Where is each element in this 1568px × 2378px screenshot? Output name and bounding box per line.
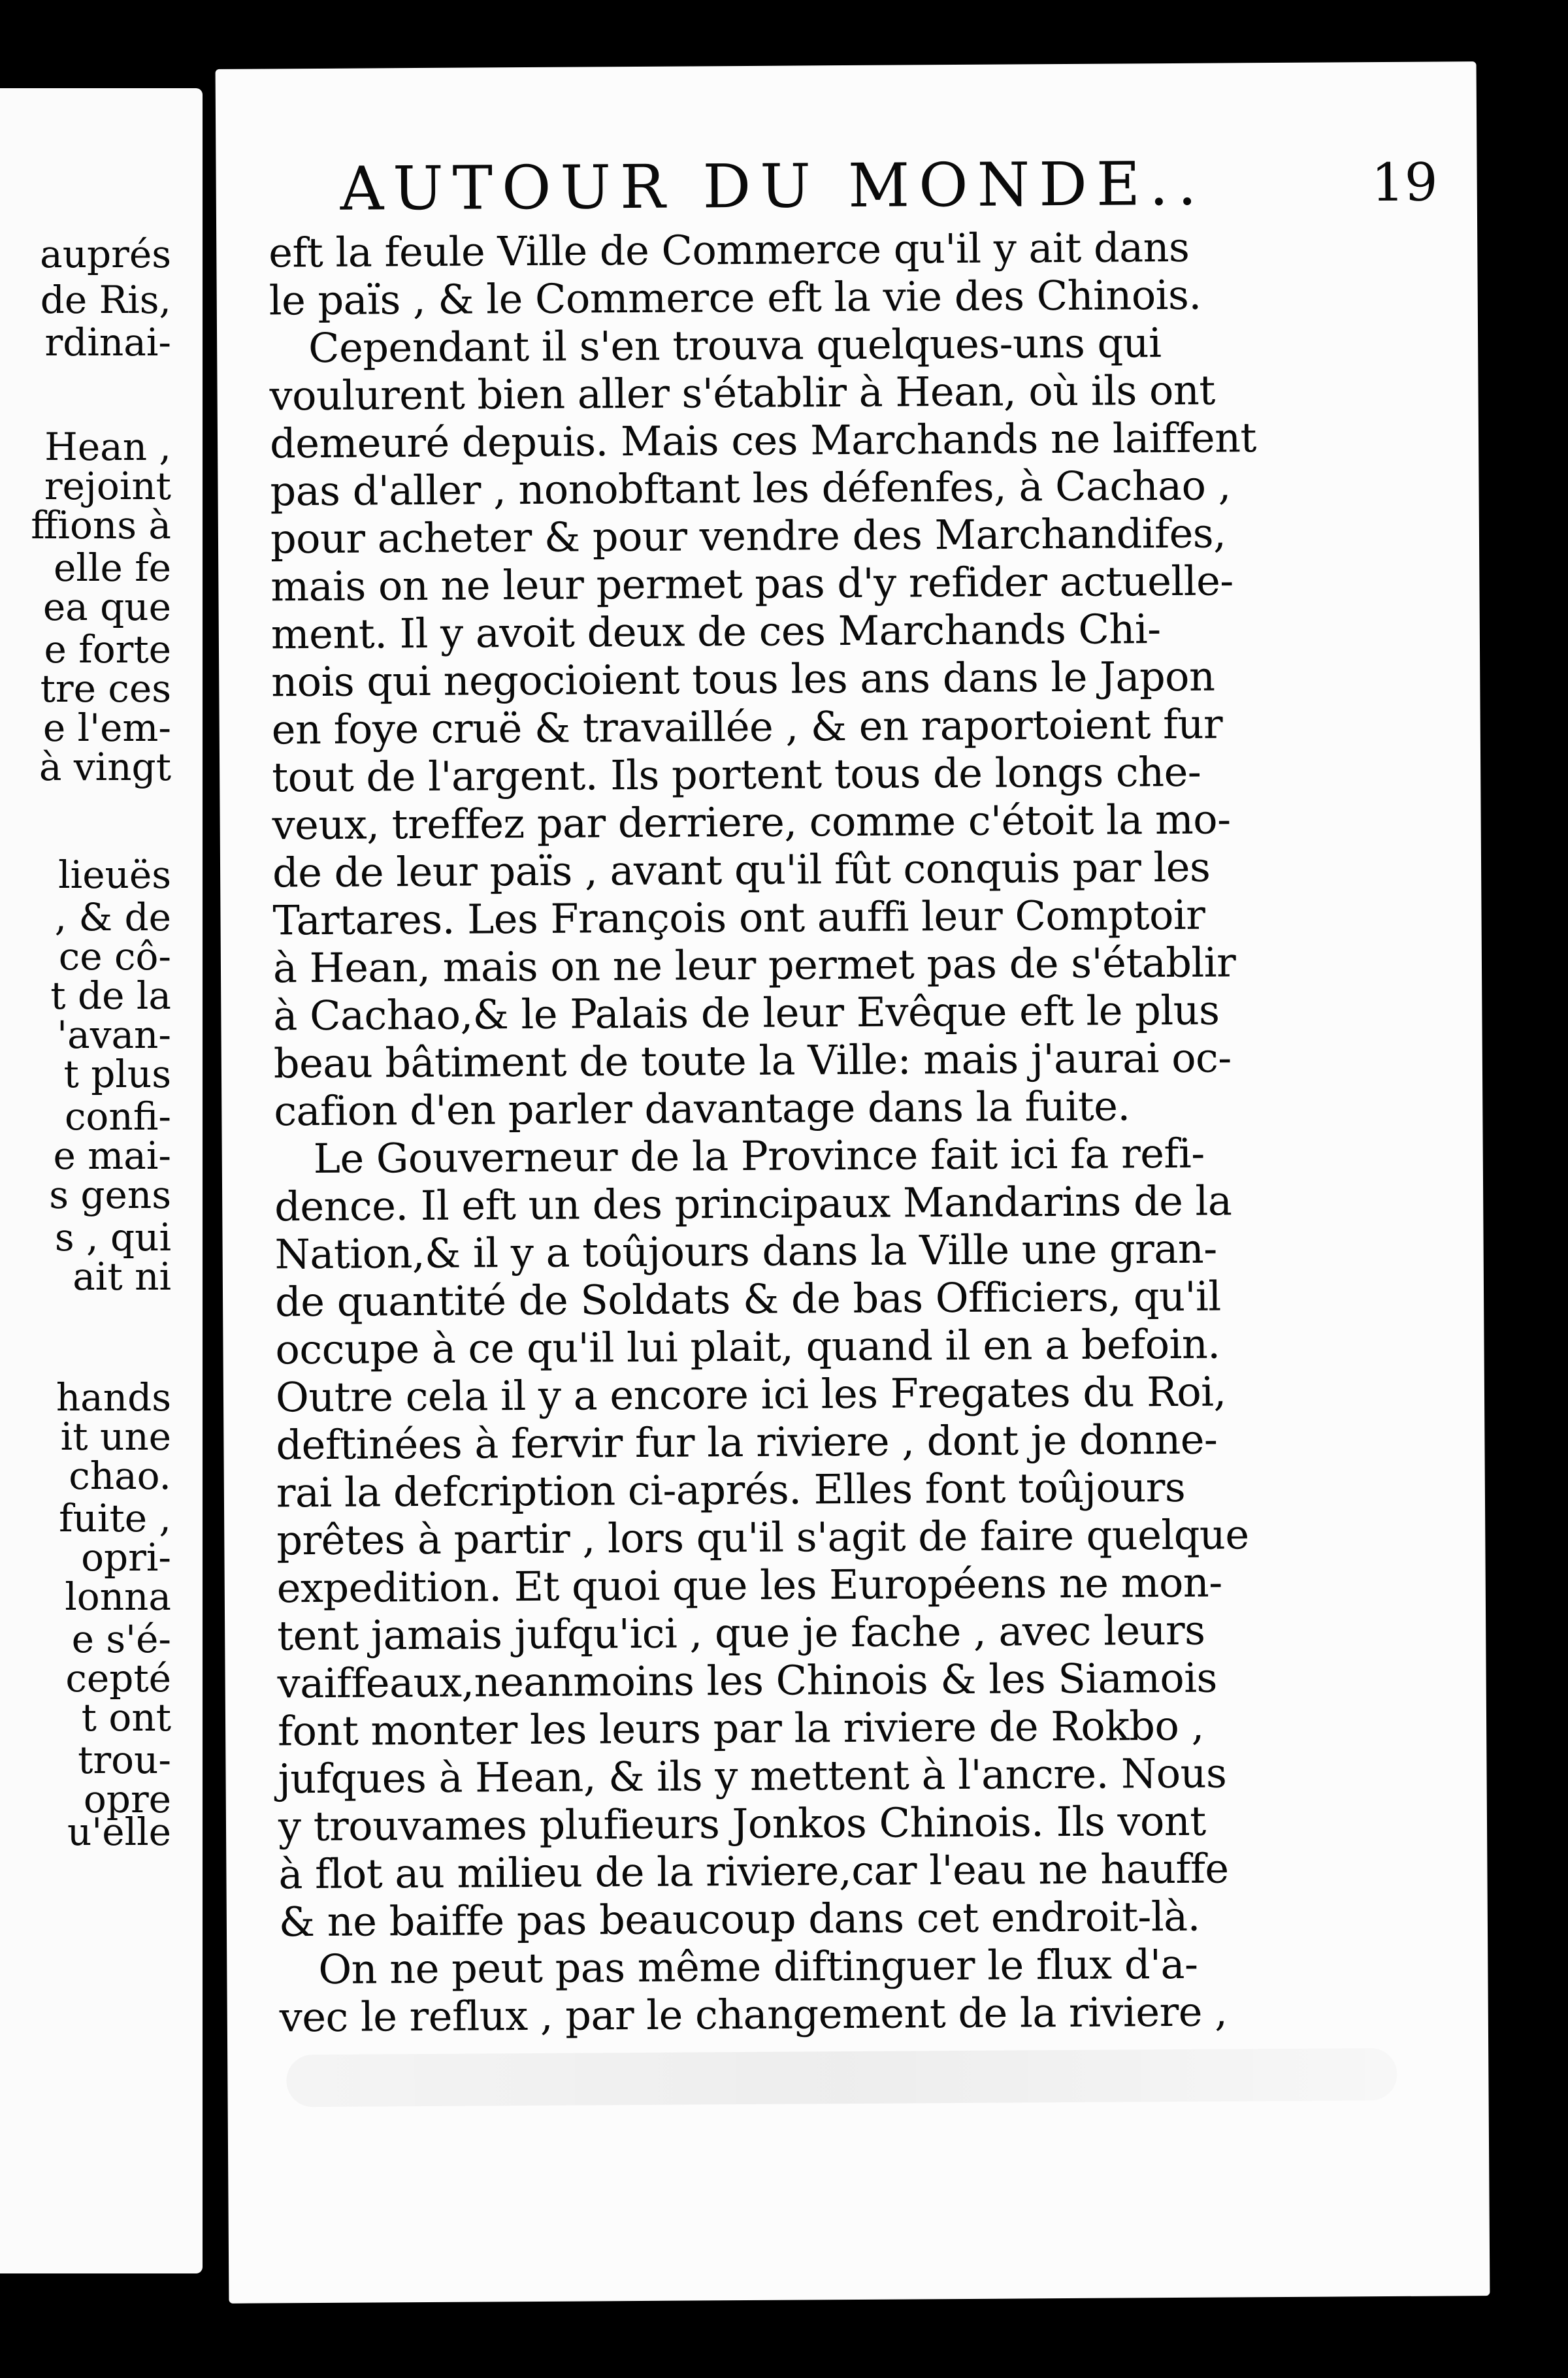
left-page-edge: [0, 88, 203, 2273]
left-page-fragment: tre ces: [40, 666, 171, 711]
left-page-fragment: lieuës: [58, 853, 171, 897]
text-line: font monter les leurs par la riviere de Rokbo ,: [277, 1701, 1204, 1755]
text-line: rai la defcription ci-aprés. Elles font toûjours: [276, 1463, 1186, 1517]
text-line: Nation,& il y a toûjours dans la Ville une gran-: [274, 1224, 1217, 1279]
text-line: expedition. Et quoi que les Européens ne mon-: [276, 1558, 1222, 1612]
left-page-fragment: e l'em-: [42, 706, 171, 750]
right-page: [216, 61, 1490, 2304]
left-page-fragment: fuite ,: [59, 1496, 171, 1540]
left-page-fragment: it une: [60, 1414, 171, 1459]
left-page-fragment: e s'é-: [71, 1617, 171, 1661]
running-title: AUTOUR DU MONDE..: [340, 148, 1206, 224]
text-line: prêtes à partir , lors qu'il s'agit de faire quelque: [276, 1510, 1249, 1565]
left-page-fragment: t de la: [50, 973, 171, 1018]
text-line: & ne baiffe pas beaucoup dans cet endroit-là.: [278, 1892, 1201, 1946]
left-page-fragment: s gens: [49, 1173, 171, 1217]
left-page-fragment: t ont: [81, 1695, 171, 1740]
left-page-fragment: ait ni: [73, 1254, 171, 1299]
left-page-fragment: rdinai-: [44, 320, 171, 365]
left-page-fragment: lonna: [65, 1574, 171, 1619]
text-line: pas d'aller , nonobftant les défenfes, à Cachao ,: [270, 461, 1232, 515]
left-page-fragment: opre: [83, 1777, 171, 1821]
text-line: eft la feule Ville de Commerce qu'il y ait dans: [269, 223, 1190, 277]
text-line: jufques à Hean, & ils y mettent à l'ancre. Nous: [278, 1749, 1227, 1803]
left-page-fragment: chao.: [69, 1454, 171, 1498]
text-line: beau bâtiment de toute la Ville: mais j'aurai oc-: [273, 1034, 1232, 1088]
left-page-fragment: ce cô-: [58, 934, 171, 979]
left-page-fragment: auprés: [40, 232, 171, 276]
text-line: On ne peut pas même diftinguer le flux d'a-: [318, 1940, 1198, 1994]
left-page-fragment: trou-: [78, 1738, 171, 1782]
text-line: nois qui negocioient tous les ans dans le Japon: [271, 652, 1215, 706]
text-line: Tartares. Les François ont auffi leur Comptoir: [272, 890, 1205, 945]
page-number: 19: [1371, 152, 1438, 214]
left-page-fragment: ea que: [42, 585, 171, 629]
text-line: dence. Il eft un des principaux Mandarins de la: [274, 1177, 1232, 1231]
text-line: Le Gouverneur de la Province fait ici fa refi-: [313, 1129, 1205, 1183]
text-line: à Hean, mais on ne leur permet pas de s'établir: [272, 938, 1236, 992]
text-line: vaiffeaux,neanmoins les Chinois & les Siamois: [277, 1653, 1218, 1708]
left-page-fragment: elle fe: [54, 546, 171, 590]
text-line: de de leur païs , avant qu'il fût conquis par les: [272, 843, 1211, 897]
left-page-fragment: s , qui: [54, 1215, 171, 1260]
text-line: en foye cruë & travaillée , & en raportoient fur: [271, 700, 1223, 754]
left-page-fragment: e forte: [44, 627, 171, 672]
text-line: de quantité de Soldats & de bas Officiers, qu'il: [274, 1272, 1221, 1326]
text-line: tent jamais jufqu'ici , que je fache , avec leurs: [276, 1606, 1205, 1660]
body-text: [269, 223, 1338, 2042]
text-line: Cependant il s'en trouva quelques-uns qui: [308, 319, 1162, 372]
left-page-fragment: ffions à: [31, 503, 171, 547]
left-page-fragment: hands: [56, 1375, 171, 1420]
left-page-fragment: de Ris,: [40, 278, 171, 322]
text-line: occupe à ce qu'il lui plait, quand il en a befoin.: [275, 1320, 1220, 1374]
running-head: [340, 146, 1451, 225]
left-page-fragment: e mai-: [53, 1133, 171, 1178]
left-page-fragment: opri-: [81, 1535, 171, 1580]
left-page-fragment: t plus: [63, 1052, 171, 1096]
text-line: pour acheter & pour vendre des Marchandifes,: [270, 509, 1226, 563]
text-line: ment. Il y avoit deux de ces Marchands Chi-: [270, 605, 1161, 659]
text-line: y trouvames plufieurs Jonkos Chinois. Ils vont: [278, 1797, 1206, 1851]
left-page-fragment: 'avan-: [57, 1013, 171, 1057]
text-line: Outre cela il y a encore ici les Fregates du Roi,: [275, 1367, 1226, 1422]
left-page-fragment: cepté: [65, 1656, 171, 1701]
text-line: mais on ne leur permet pas d'y refider actuelle-: [270, 557, 1233, 611]
left-page-fragment: rejoint: [44, 464, 171, 508]
page-stain: [286, 2048, 1397, 2107]
text-line: veux, treffez par derriere, comme c'étoit la mo-: [272, 795, 1231, 849]
text-line: tout de l'argent. Ils portent tous de longs che-: [271, 747, 1201, 802]
left-page-fragment: Hean ,: [44, 425, 171, 469]
text-line: demeuré depuis. Mais ces Marchands ne laiffent: [269, 414, 1257, 468]
left-page-fragment: , & de: [54, 895, 171, 939]
text-line: le païs , & le Commerce eft la vie des Chinois.: [269, 270, 1201, 325]
text-line: cafion d'en parler davantage dans la fuite.: [274, 1082, 1130, 1135]
text-line: à flot au milieu de la riviere,car l'eau ne hauffe: [278, 1844, 1229, 1898]
text-line: deftinées à fervir fur la riviere , dont je donne-: [276, 1415, 1218, 1469]
text-line: vec le reflux , par le changement de la riviere ,: [279, 1987, 1228, 2042]
left-page-fragment: u'elle: [67, 1810, 171, 1854]
text-line: voulurent bien aller s'établir à Hean, où ils ont: [269, 366, 1215, 420]
left-page-fragment: à vingt: [39, 745, 171, 789]
left-page-fragment: confi-: [64, 1094, 171, 1139]
text-line: à Cachao,& le Palais de leur Evêque eft le plus: [273, 986, 1220, 1040]
